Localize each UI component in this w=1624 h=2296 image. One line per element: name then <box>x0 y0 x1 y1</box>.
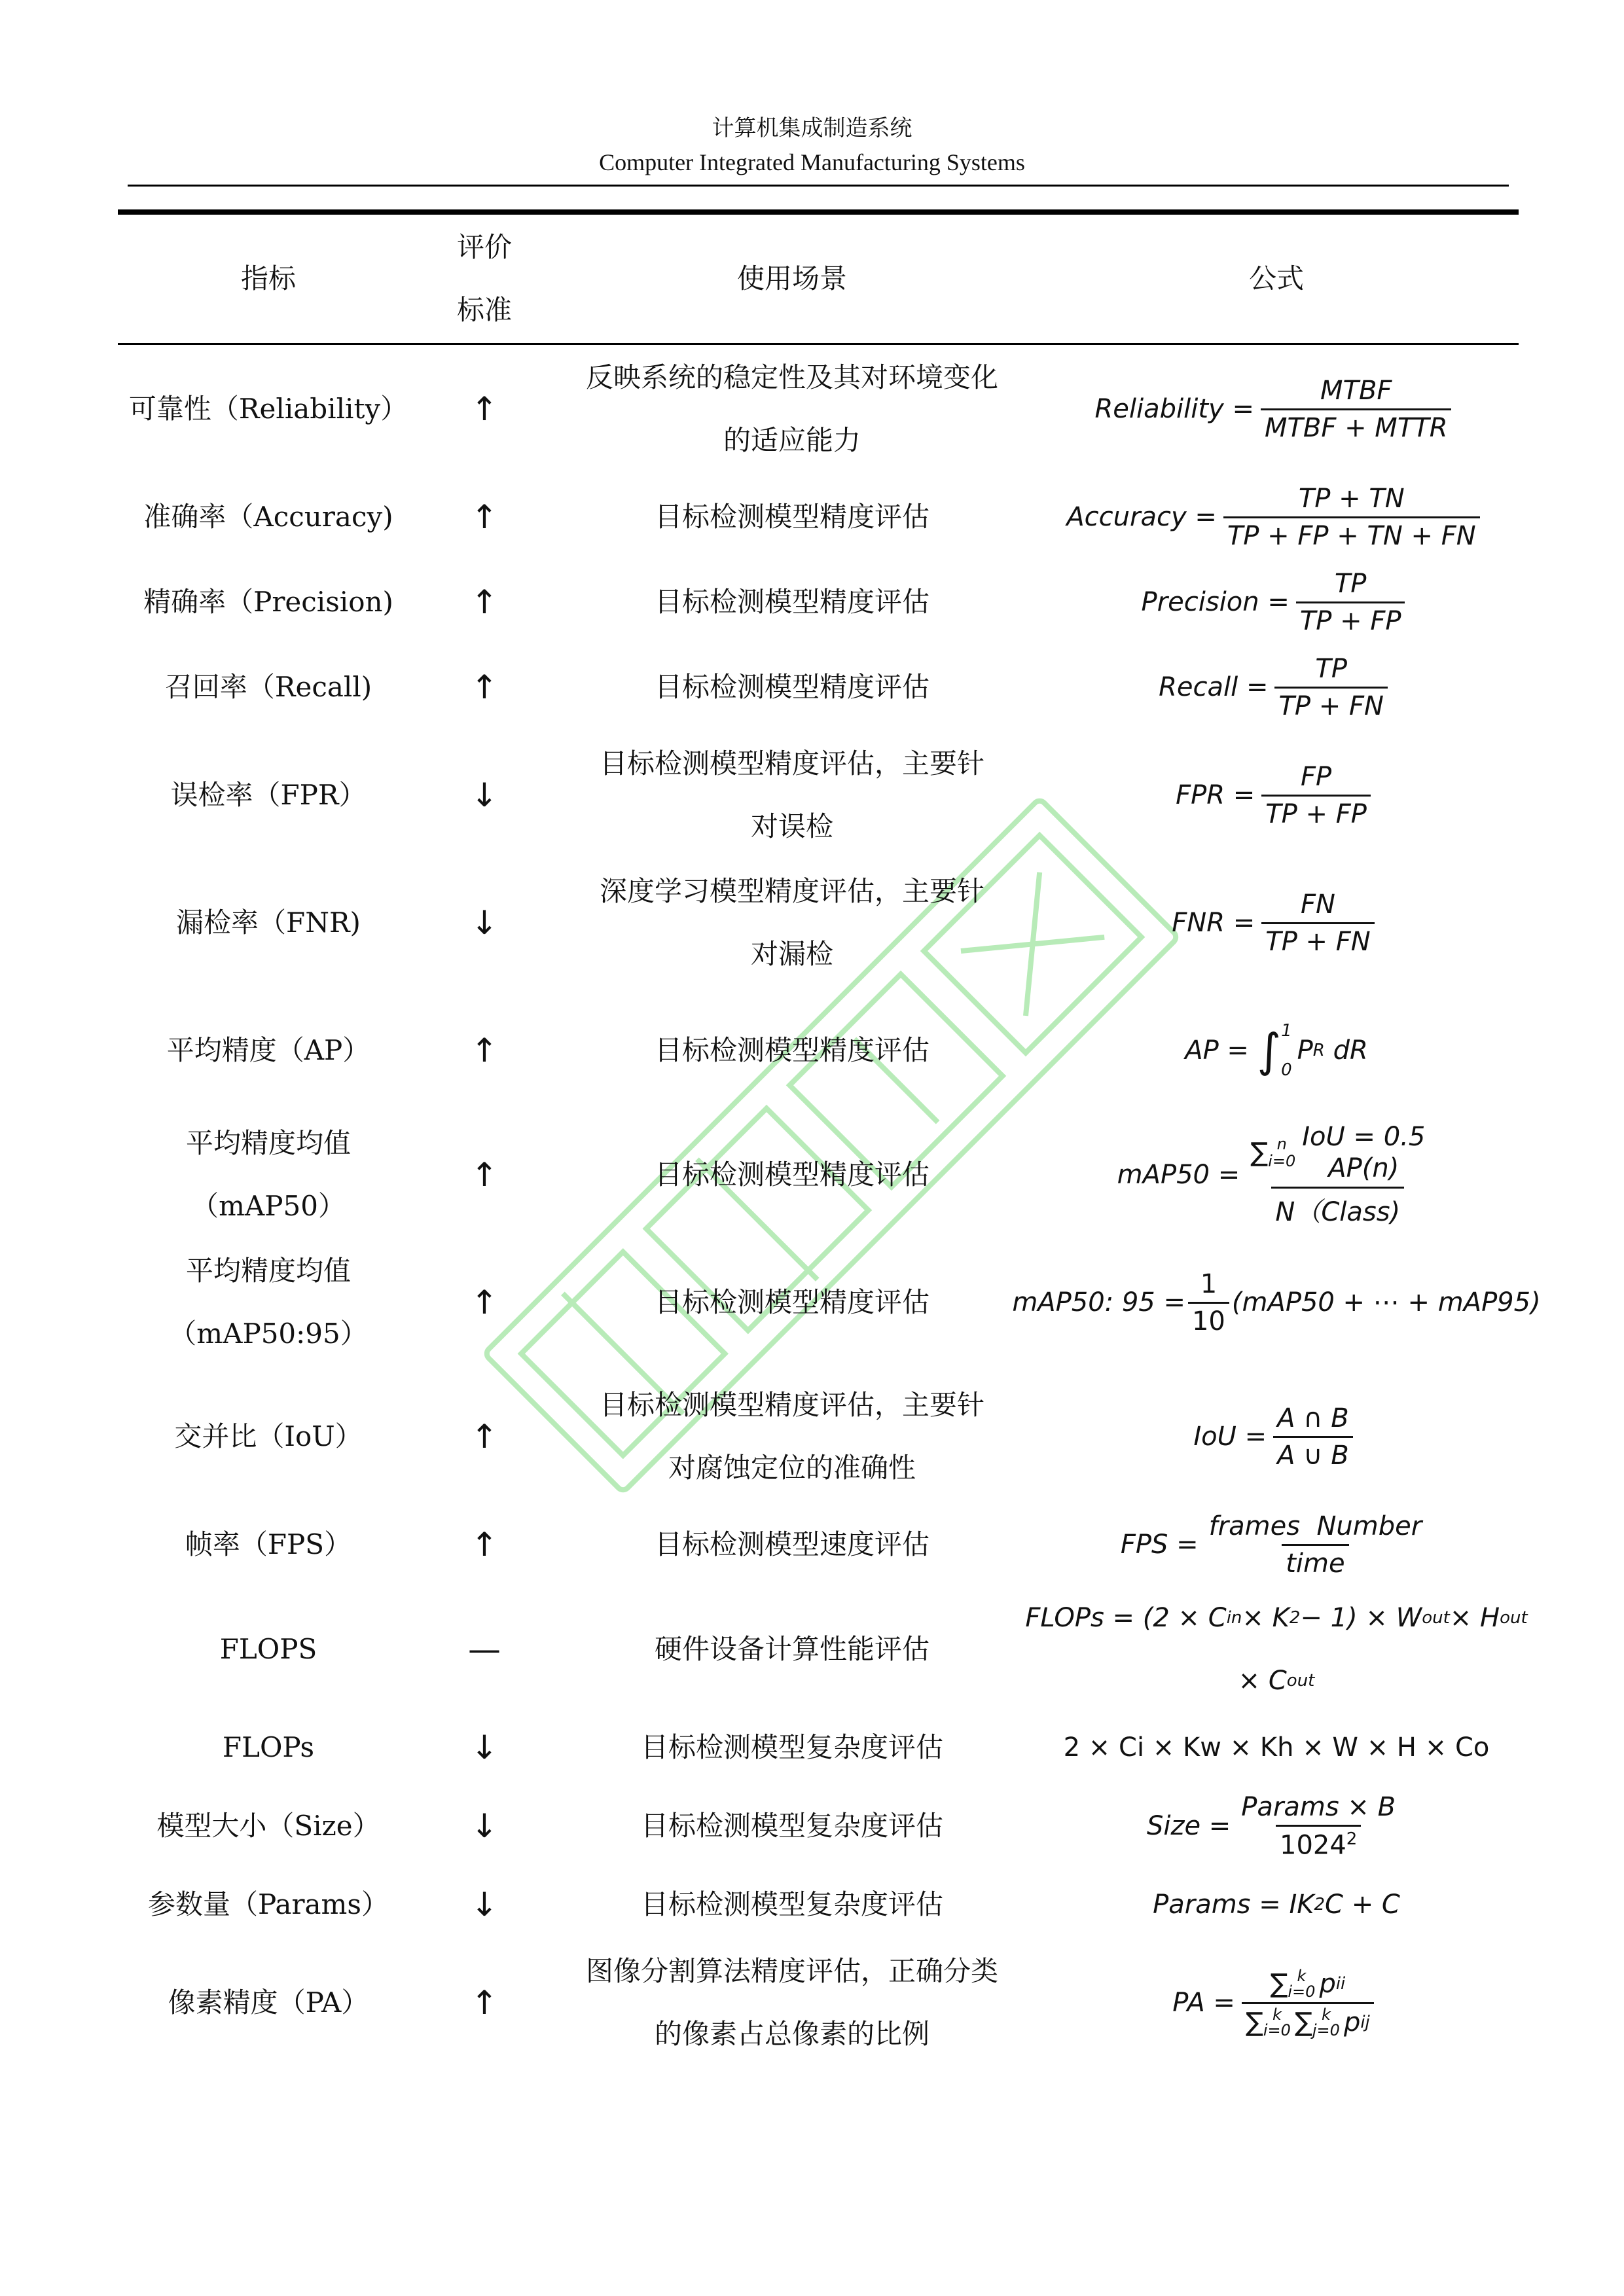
denominator: TP + FP + TN + FN <box>1223 516 1480 551</box>
formula-lhs: Size <box>1146 1810 1201 1841</box>
formula-fps <box>1121 1511 1432 1579</box>
table-row <box>118 478 1519 556</box>
criterion-cell: ↑ <box>471 390 498 428</box>
criterion-cell: ↓ <box>471 1886 498 1924</box>
scenario-cell: 目标检测模型精度评估 <box>654 671 929 703</box>
sigma-body <box>1302 1121 1425 1184</box>
scenario-cell: 反映系统的稳定性及其对环境变化的适应能力 <box>585 361 998 456</box>
fraction <box>1188 1269 1229 1336</box>
table-row <box>118 1941 1519 2065</box>
equals-sign: = <box>1227 1035 1249 1066</box>
formula-flops-expression: 2 × Ci × Kw × Kh × W × H × Co <box>1063 1732 1490 1763</box>
metric-cell: 参数量（Params） <box>148 1888 389 1920</box>
equals-sign: = <box>1176 1530 1199 1560</box>
formula-cell <box>1034 347 1519 471</box>
numerator: FP <box>1301 761 1332 792</box>
metric-cell: 模型大小（Size） <box>156 1810 380 1842</box>
fraction <box>1223 484 1480 551</box>
table-row <box>118 733 1519 857</box>
formula-cell <box>1034 1869 1519 1941</box>
sigma-lower: j=0 <box>1312 2020 1340 2039</box>
formula-pa <box>1172 1968 1380 2038</box>
numerator <box>1266 1968 1349 2002</box>
criterion-cell: ↓ <box>471 904 498 942</box>
fraction <box>1237 1792 1399 1860</box>
scenario-cell: 图像分割算法精度评估，正确分类的像素占总像素的比例 <box>585 1955 998 2050</box>
criterion-cell: ↑ <box>471 1984 498 2022</box>
subscript: ii <box>1335 1973 1346 1994</box>
formula-accuracy <box>1066 484 1486 551</box>
formula-part: C + C <box>1325 1890 1400 1920</box>
col-header-scenario: 使用场景 <box>736 262 847 295</box>
denominator: TP + FN <box>1274 687 1387 721</box>
sigma-term: AP(n) <box>1328 1153 1399 1183</box>
fraction <box>1205 1511 1426 1579</box>
formula-fpr <box>1176 762 1377 829</box>
scenario-cell: 目标检测模型复杂度评估 <box>640 1810 943 1842</box>
p-term: p <box>1319 1968 1336 1999</box>
formula-lhs: Precision <box>1141 587 1259 617</box>
scenario-cell: 目标检测模型精度评估，主要针对腐蚀定位的准确性 <box>599 1389 984 1484</box>
journal-title-en: Computer Integrated Manufacturing Systems <box>599 149 1025 175</box>
formula-part: × K <box>1242 1603 1290 1633</box>
formula-rhs: (mAP50 + ⋯ + mAP95) <box>1231 1287 1541 1318</box>
equals-sign: = <box>1246 672 1269 702</box>
subscript: ij <box>1360 2012 1370 2032</box>
metric-cell: 召回率（Recall) <box>164 671 372 703</box>
sigma-upper: n <box>1276 1135 1287 1153</box>
criterion-cell: ↑ <box>471 1418 498 1456</box>
formula-cell <box>1034 1001 1519 1100</box>
scenario-cell: 目标检测模型精度评估 <box>654 1286 929 1318</box>
table-row <box>118 1590 1528 1708</box>
sigma-upper: k <box>1272 2005 1282 2024</box>
formula-lhs: FNR <box>1172 908 1225 938</box>
table-top-rule <box>118 209 1519 215</box>
table-row <box>118 1374 1519 1499</box>
formula-cell <box>1034 1941 1519 2065</box>
equals-sign: = <box>1218 1160 1240 1190</box>
formula-lhs: Reliability <box>1094 394 1224 424</box>
denominator: N（Class) <box>1271 1187 1404 1229</box>
criterion-cell: — <box>468 1630 501 1668</box>
formula-part: × H <box>1449 1603 1500 1633</box>
criterion-cell: ↑ <box>471 1283 498 1321</box>
integral-sign: ∫ <box>1257 1024 1282 1077</box>
formula-reliability <box>1095 376 1458 443</box>
formula-lhs: FPS <box>1120 1530 1168 1560</box>
denominator: TP + FP <box>1261 795 1371 829</box>
col-header-criterion <box>419 215 550 343</box>
scenario-cell: 目标检测模型精度评估，主要针对误检 <box>599 747 984 842</box>
superscript: 2 <box>1314 1895 1326 1914</box>
scenario-cell: 目标检测模型精度评估 <box>654 586 929 618</box>
metric-cell: 平均精度均值（mAP50:95） <box>169 1255 368 1350</box>
sigma-lower: i=0 <box>1288 1982 1316 2001</box>
formula-cell <box>1034 478 1519 556</box>
equals-sign: = <box>1195 502 1217 532</box>
superscript: 2 <box>1346 1829 1358 1849</box>
formula-ap <box>1185 1011 1368 1090</box>
subscript: in <box>1226 1608 1242 1628</box>
fraction <box>1242 1968 1374 2038</box>
numerator: FN <box>1301 889 1335 920</box>
formula-lhs: AP <box>1185 1035 1219 1066</box>
fraction <box>1246 1121 1429 1229</box>
criterion-cell: ↑ <box>471 1031 498 1069</box>
criterion-cell: ↓ <box>471 1729 498 1767</box>
formula-cell <box>1034 1374 1519 1499</box>
formula-cell <box>1034 1502 1519 1587</box>
criterion-cell: ↑ <box>471 583 498 621</box>
metric-cell: 准确率（Accuracy) <box>143 501 393 533</box>
metric-cell: 像素精度（PA） <box>168 1986 369 2018</box>
numerator: frames Number <box>1208 1511 1422 1541</box>
table-row <box>118 1869 1519 1941</box>
formula-cell <box>1034 861 1519 985</box>
scenario-cell: 目标检测模型精度评估 <box>654 1034 929 1066</box>
table-row <box>118 1502 1519 1587</box>
journal-title-cn: 计算机集成制造系统 <box>712 115 912 141</box>
metric-cell: 精确率（Precision) <box>143 586 393 618</box>
denominator <box>1276 1825 1361 1860</box>
formula-map50 <box>1117 1121 1436 1229</box>
formula-part: Params = IK <box>1153 1890 1314 1920</box>
denominator: 10 <box>1188 1302 1229 1336</box>
subscript: out <box>1286 1671 1315 1691</box>
formula-flops-line2 <box>1238 1649 1315 1712</box>
formula-cell <box>1034 733 1519 857</box>
scenario-cell: 目标检测模型复杂度评估 <box>640 1888 943 1920</box>
formula-cell <box>1034 1712 1519 1784</box>
fraction <box>1261 889 1374 957</box>
fraction <box>1261 376 1452 443</box>
table-row <box>118 347 1519 471</box>
formula-lhs: mAP50: 95 <box>1012 1287 1155 1318</box>
sigma-sign: ∑ <box>1294 2007 1312 2037</box>
table-row <box>118 861 1519 985</box>
sigma-limits <box>1288 1968 1315 2000</box>
equals-sign: = <box>1244 1422 1267 1452</box>
sigma-lower: i=0 <box>1268 1152 1296 1170</box>
formula-cell <box>1034 563 1519 641</box>
formula-lhs: Recall <box>1159 672 1238 702</box>
superscript: 2 <box>1289 1608 1301 1628</box>
denominator: MTBF + MTTR <box>1261 408 1452 443</box>
metric-cell: 帧率（FPS） <box>185 1528 352 1560</box>
integral-limits <box>1281 1011 1292 1090</box>
formula-part: − 1) × W <box>1300 1603 1422 1633</box>
journal-header <box>0 111 1624 179</box>
denominator <box>1242 2002 1374 2038</box>
formula-lhs: IoU <box>1193 1422 1236 1452</box>
scenario-cell: 目标检测模型复杂度评估 <box>640 1731 943 1763</box>
sigma-condition: IoU = 0.5 <box>1302 1122 1426 1152</box>
upper-limit: 1 <box>1281 1021 1292 1041</box>
formula-lhs: Accuracy <box>1066 502 1187 532</box>
metric-cell: 交并比（IoU） <box>174 1420 363 1452</box>
criterion-cell: ↓ <box>471 1807 498 1845</box>
equals-sign: = <box>1208 1810 1231 1841</box>
table-header <box>118 215 1519 343</box>
metric-cell: 误检率（FPR） <box>170 779 367 811</box>
formula-fnr <box>1172 889 1380 957</box>
formula-lhs: mAP50 <box>1117 1160 1210 1190</box>
col-header-metric: 指标 <box>240 262 296 295</box>
sigma-limits <box>1268 1136 1295 1170</box>
criterion-cell: ↑ <box>471 498 498 536</box>
denominator: time <box>1282 1544 1348 1579</box>
numerator: Params × B <box>1241 1791 1396 1822</box>
numerator: 1 <box>1200 1268 1218 1299</box>
denominator: TP + FP <box>1296 601 1405 636</box>
formula-precision <box>1142 569 1412 636</box>
formula-cell <box>1034 1784 1519 1869</box>
formula-cell <box>1034 1113 1519 1237</box>
subscript: out <box>1422 1608 1450 1628</box>
table-row <box>118 563 1519 641</box>
differential: dR <box>1333 1035 1368 1066</box>
scenario-cell: 目标检测模型速度评估 <box>654 1528 929 1560</box>
table-row <box>118 1240 1541 1365</box>
formula-lhs: FPR <box>1176 780 1225 810</box>
numerator: MTBF <box>1320 375 1392 406</box>
lower-limit: 0 <box>1281 1060 1292 1080</box>
formula-cell <box>1025 1590 1528 1708</box>
col-header-formula: 公式 <box>1248 262 1304 295</box>
equals-sign: = <box>1233 908 1255 938</box>
denominator-base: 1024 <box>1280 1830 1346 1861</box>
table-row <box>118 648 1519 726</box>
fraction <box>1296 569 1405 636</box>
sigma-limits <box>1263 2007 1291 2038</box>
formula-params <box>1153 1890 1400 1920</box>
equals-sign: = <box>1163 1287 1185 1318</box>
equals-sign: = <box>1213 1988 1235 2018</box>
col-header-criterion-line2: 标准 <box>456 294 512 326</box>
col-header-criterion-line1: 评价 <box>456 231 512 263</box>
criterion-cell: ↑ <box>471 668 498 706</box>
integrand: P <box>1297 1035 1313 1066</box>
criterion-cell: ↑ <box>471 1526 498 1564</box>
equals-sign: = <box>1233 780 1255 810</box>
sigma-limits <box>1312 2007 1340 2038</box>
table-row <box>118 1712 1519 1784</box>
formula-map50-95 <box>1012 1269 1540 1336</box>
scenario-cell: 深度学习模型精度评估，主要针对漏检 <box>599 875 984 970</box>
sigma-upper: k <box>1321 2005 1331 2024</box>
denominator: TP + FN <box>1261 922 1374 957</box>
metric-cell: FLOPS <box>219 1633 317 1665</box>
metric-cell: 漏检率（FNR) <box>176 906 361 939</box>
metric-cell: 平均精度均值（mAP50） <box>185 1127 351 1222</box>
metric-cell: FLOPs <box>222 1731 315 1763</box>
formula-flops-line1 <box>1025 1587 1527 1649</box>
scenario-cell: 目标检测模型精度评估 <box>654 1158 929 1191</box>
table-row <box>118 1113 1519 1237</box>
numerator <box>1246 1121 1429 1187</box>
equals-sign: = <box>1232 394 1254 424</box>
formula-lhs: PA <box>1172 1988 1205 2018</box>
scenario-cell: 目标检测模型精度评估 <box>654 501 929 533</box>
integrand-subscript: R <box>1312 1041 1325 1060</box>
scenario-cell: 硬件设备计算性能评估 <box>654 1633 929 1665</box>
sigma-sign: ∑ <box>1245 2007 1263 2037</box>
formula-part: × C <box>1238 1666 1287 1696</box>
subscript: out <box>1500 1608 1528 1628</box>
sigma-sign: ∑ <box>1270 1968 1288 1999</box>
table-row <box>118 1001 1519 1100</box>
numerator: TP <box>1334 568 1367 599</box>
fraction <box>1261 762 1371 829</box>
fraction <box>1273 1403 1353 1471</box>
table-header-rule <box>118 343 1519 345</box>
fraction <box>1274 654 1387 721</box>
numerator: TP <box>1315 653 1347 684</box>
formula-part: FLOPs = (2 × C <box>1025 1603 1227 1633</box>
denominator: A ∪ B <box>1273 1436 1353 1471</box>
formula-iou <box>1193 1403 1359 1471</box>
sigma-upper: k <box>1297 1966 1307 1985</box>
sigma-sign: ∑ <box>1250 1138 1269 1168</box>
metric-cell: 可靠性（Reliability） <box>128 393 408 425</box>
formula-cell <box>1012 1240 1541 1365</box>
header-rule <box>128 185 1509 187</box>
table-row <box>118 1784 1519 1869</box>
p-term: p <box>1343 2007 1361 2037</box>
numerator: TP + TN <box>1298 483 1405 514</box>
numerator: A ∩ B <box>1277 1403 1349 1433</box>
formula-cell <box>1034 648 1519 726</box>
sigma-lower: i=0 <box>1263 2020 1291 2039</box>
formula-recall <box>1159 654 1394 721</box>
criterion-cell: ↓ <box>471 776 498 814</box>
criterion-cell: ↑ <box>471 1156 498 1194</box>
formula-size <box>1147 1792 1406 1860</box>
equals-sign: = <box>1267 587 1290 617</box>
metric-cell: 平均精度（AP） <box>166 1034 370 1066</box>
